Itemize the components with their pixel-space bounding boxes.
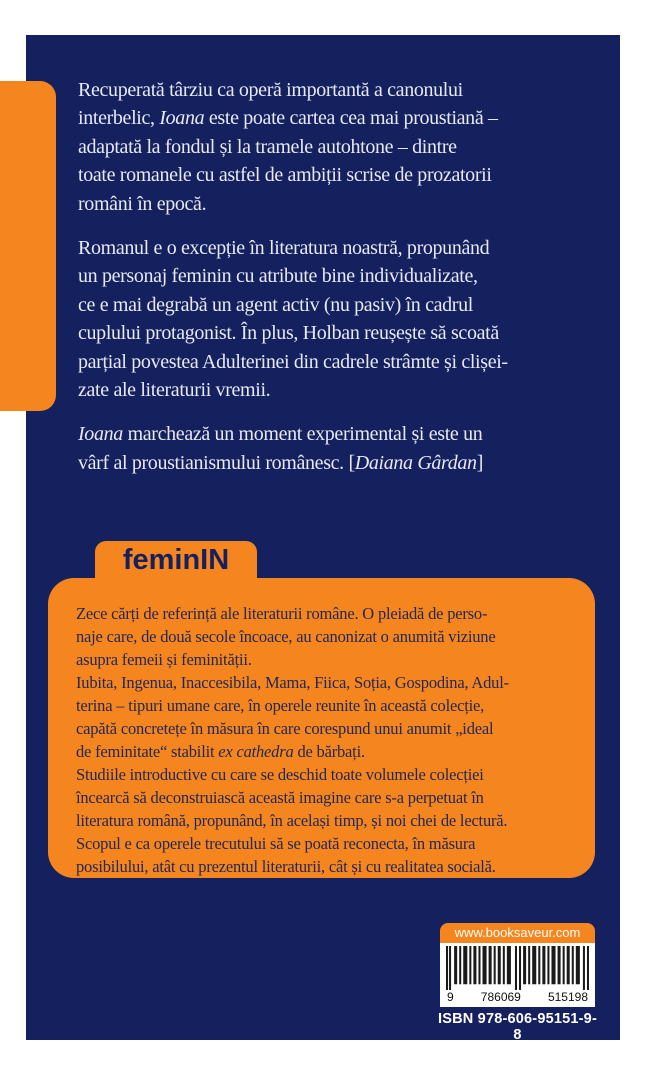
- text-line: zate ale literaturii vremii.: [78, 379, 271, 402]
- paragraph: [78, 76, 600, 218]
- barcode-digit-group: 9: [447, 990, 454, 1004]
- spine-accent-tab: [0, 81, 56, 411]
- paragraph: [76, 832, 577, 878]
- paragraph: [76, 602, 577, 671]
- paragraph: [76, 763, 577, 832]
- text-line: Iubita, Ingenua, Inaccesibila, Mama, Fiica, Soția, Gospodina, Adul-: [76, 673, 509, 692]
- series-description-box: [48, 578, 595, 878]
- text-line: ce e mai degrabă un agent activ (nu pasiv) în cadrul: [78, 293, 473, 316]
- text-line: Studiile introductive cu care se deschid toate volumele colecției: [76, 765, 484, 784]
- text-line: adaptată la fondul și la tramele autohtone – dintre: [78, 135, 457, 158]
- paragraph: [76, 671, 577, 763]
- text-line: toate romanele cu astfel de ambiții scrise de prozatorii: [78, 164, 492, 187]
- text-line: români în epocă.: [78, 192, 207, 215]
- text-line: parțial povestea Adulterinei din cadrele strâmte și clișei-: [78, 350, 508, 373]
- barcode-digits: [446, 990, 589, 1004]
- series-logo-label: feminIN: [122, 544, 230, 576]
- text-line: de feminitate“ stabilit ex cathedra de bărbați.: [76, 742, 365, 761]
- text-line: un personaj feminin cu atribute bine individualizate,: [78, 265, 478, 288]
- isbn-text: ISBN 978-606-95151-9-8: [438, 1011, 597, 1043]
- review-quotes: [78, 76, 600, 477]
- ean-barcode-icon: [446, 946, 589, 990]
- series-logo-tab: [95, 541, 257, 578]
- text-line: posibilului, atât cu prezentul literaturii, cât și cu realitatea socială.: [76, 857, 496, 876]
- text-line: Zece cărți de referință ale literaturii române. O pleiadă de perso-: [76, 604, 488, 623]
- barcode-digit-group: 515198: [547, 990, 588, 1004]
- text-line: Ioana marchează un moment experimental și este un: [78, 423, 483, 446]
- text-line: încearcă să deconstruiască această imagine care s-a perpetuat în: [76, 788, 484, 807]
- text-line: interbelic, Ioana este poate cartea cea mai proustiană –: [78, 107, 498, 130]
- text-line: Recuperată târziu ca operă importantă a canonului: [78, 79, 463, 101]
- barcode-block: [440, 923, 595, 1007]
- text-line: capătă concretețe în măsura în care corespund unui anumit „ideal: [76, 719, 494, 738]
- text-line: naje care, de două secole încoace, au canonizat o anumită viziune: [76, 627, 496, 646]
- paragraph: [78, 420, 600, 477]
- text-line: Scopul e ca operele trecutului să se poată reconecta, în măsura: [76, 834, 476, 853]
- text-line: asupra femeii și feminității.: [76, 650, 252, 669]
- text-line: Romanul e o excepție în literatura noastră, propunând: [78, 237, 490, 260]
- text-line: cuplului protagonist. În plus, Holban reușește să scoată: [78, 322, 499, 345]
- barcode-digit-group: 786069: [480, 990, 521, 1004]
- publisher-website: www.booksaveur.com: [440, 923, 595, 943]
- paragraph: [78, 234, 600, 404]
- text-line: terina – tipuri umane care, în operele reunite în această colecție,: [76, 696, 485, 715]
- barcode-panel: [440, 943, 595, 1007]
- text-line: literatura română, propunând, în același timp, și noi chei de lectură.: [76, 811, 508, 830]
- text-line: vârf al proustianismului românesc. [Daiana Gârdan]: [78, 451, 484, 474]
